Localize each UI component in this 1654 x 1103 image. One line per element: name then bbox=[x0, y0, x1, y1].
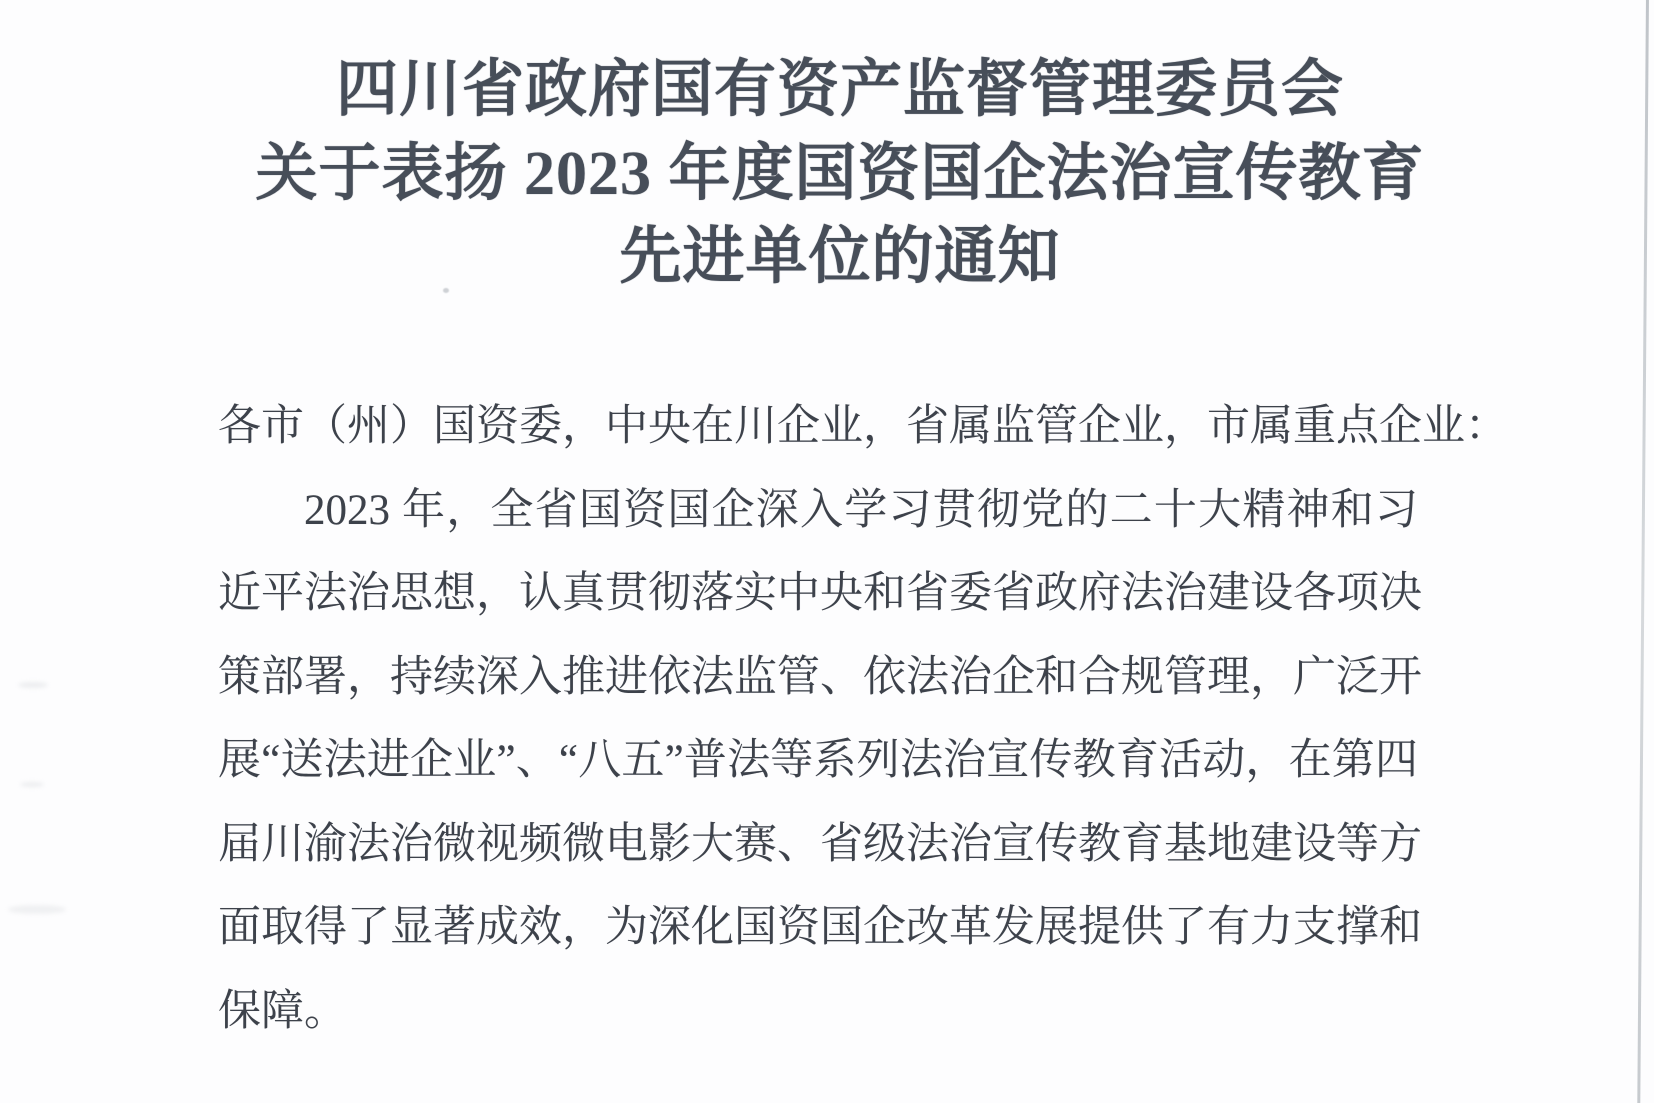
title-line-1: 四川省政府国有资产监督管理委员会 bbox=[335, 56, 1344, 124]
body-line-3: 近平法治思想，认真贯彻落实中央和省委省政府法治建设各项决 bbox=[218, 570, 1422, 617]
body-line-2: 2023 年，全省国资国企深入学习贯彻党的二十大精神和习 bbox=[304, 486, 1418, 534]
scan-smudge bbox=[8, 905, 66, 914]
notice-title bbox=[230, 49, 1450, 300]
scan-speck bbox=[443, 288, 449, 293]
title-line-2: 关于表扬 2023 年度国资国企法治宣传教育 bbox=[255, 139, 1425, 208]
scan-smudge bbox=[20, 782, 44, 787]
body-line-6: 届川渝法治微视频微电影大赛、省级法治宣传教育基地建设等方 bbox=[218, 820, 1422, 868]
body-line-5: 展“送法进企业”、“八五”普法等系列法治宣传教育活动，在第四 bbox=[218, 737, 1418, 784]
title-line-3: 先进单位的通知 bbox=[619, 223, 1061, 291]
body-line-7: 面取得了显著成效，为深化国资国企改革发展提供了有力支撑和 bbox=[218, 904, 1422, 951]
body-line-4: 策部署，持续深入推进依法监管、依法治企和合规管理，广泛开 bbox=[218, 653, 1422, 701]
scanner-edge-line bbox=[1637, 0, 1649, 1103]
body-line-8: 保障。 bbox=[218, 987, 347, 1035]
salutation-line: 各市（州）国资委，中央在川企业，省属监管企业，市属重点企业： bbox=[218, 403, 1508, 450]
notice-body bbox=[218, 385, 1508, 1053]
scan-smudge bbox=[18, 682, 48, 688]
